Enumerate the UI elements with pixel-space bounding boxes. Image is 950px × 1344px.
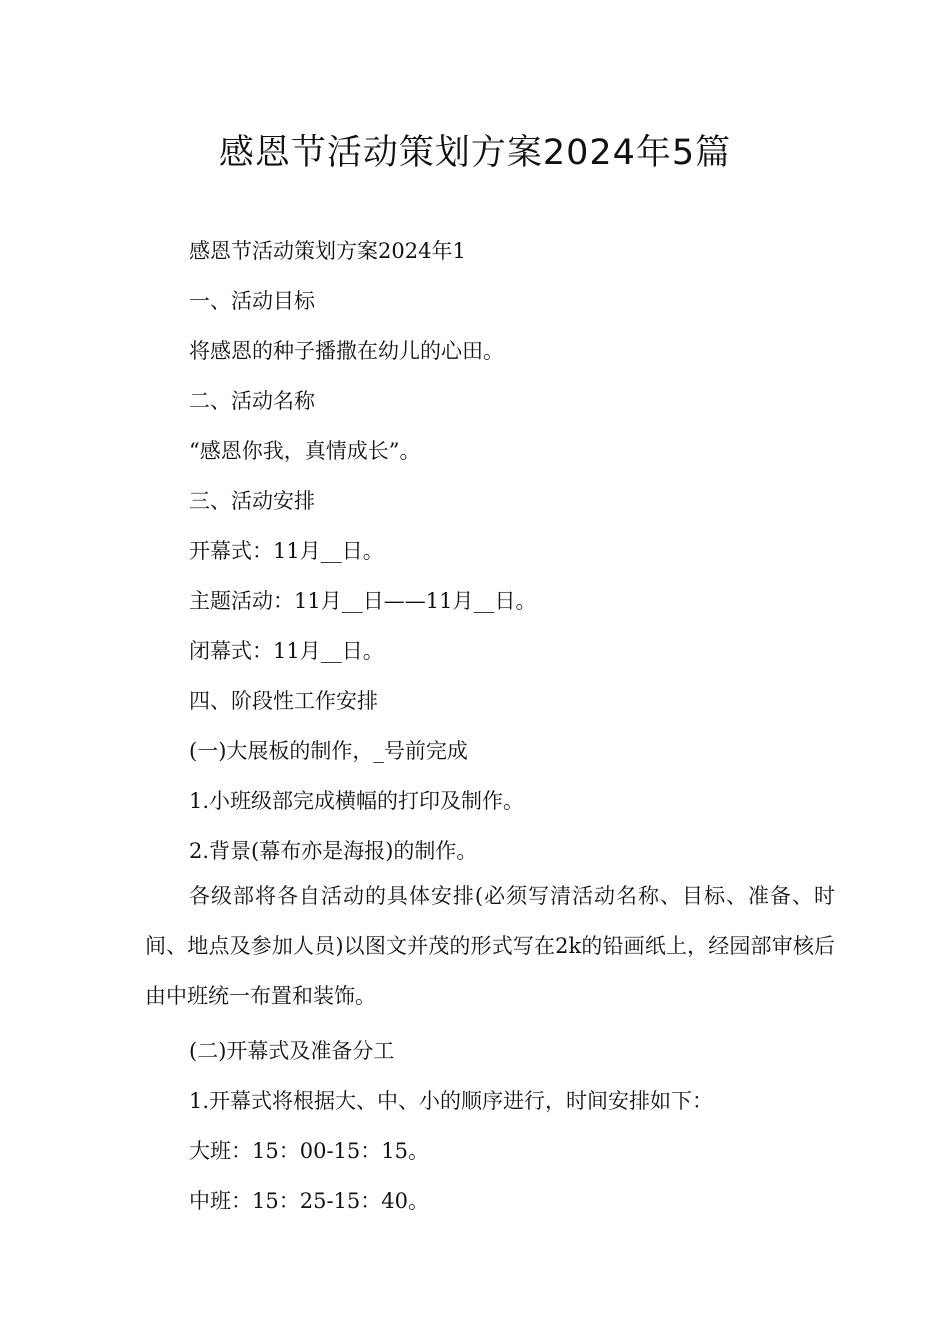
body-paragraph: 各级部将各自活动的具体安排(必须写清活动名称、目标、准备、时间、地点及参加人员)以图文并茂的形式写在2k的铅画纸上，经园部审核后由中班统一布置和装饰。 (145, 884, 835, 1008)
heading-activity-name: 二、活动名称 (189, 389, 315, 413)
text-line: “感恩你我，真情成长”。 (189, 439, 421, 463)
heading-activity-goal: 一、活动目标 (189, 289, 315, 313)
list-item: 2.背景(幕布亦是海报)的制作。 (189, 839, 478, 863)
heading-activity-schedule: 三、活动安排 (189, 489, 315, 513)
section-subtitle: 感恩节活动策划方案2024年1 (189, 239, 466, 263)
list-item: 1.小班级部完成横幅的打印及制作。 (189, 789, 525, 813)
text-line: 大班：15：00-15：15。 (189, 1139, 429, 1163)
document-title: 感恩节活动策划方案2024年5篇 (218, 133, 732, 173)
subheading-display-board: (一)大展板的制作，_号前完成 (189, 739, 468, 763)
text-line: 开幕式：11月__日。 (189, 539, 384, 563)
text-line: 中班：15：25-15：40。 (189, 1189, 429, 1213)
text-line: 主题活动：11月__日——11月__日。 (189, 589, 537, 613)
text-line: 将感恩的种子播撒在幼儿的心田。 (189, 339, 504, 363)
text-line: 闭幕式：11月__日。 (189, 639, 384, 663)
heading-phase-work: 四、阶段性工作安排 (189, 689, 378, 713)
list-item: 1.开幕式将根据大、中、小的顺序进行，时间安排如下： (189, 1089, 714, 1113)
subheading-opening-ceremony: (二)开幕式及准备分工 (189, 1039, 395, 1063)
